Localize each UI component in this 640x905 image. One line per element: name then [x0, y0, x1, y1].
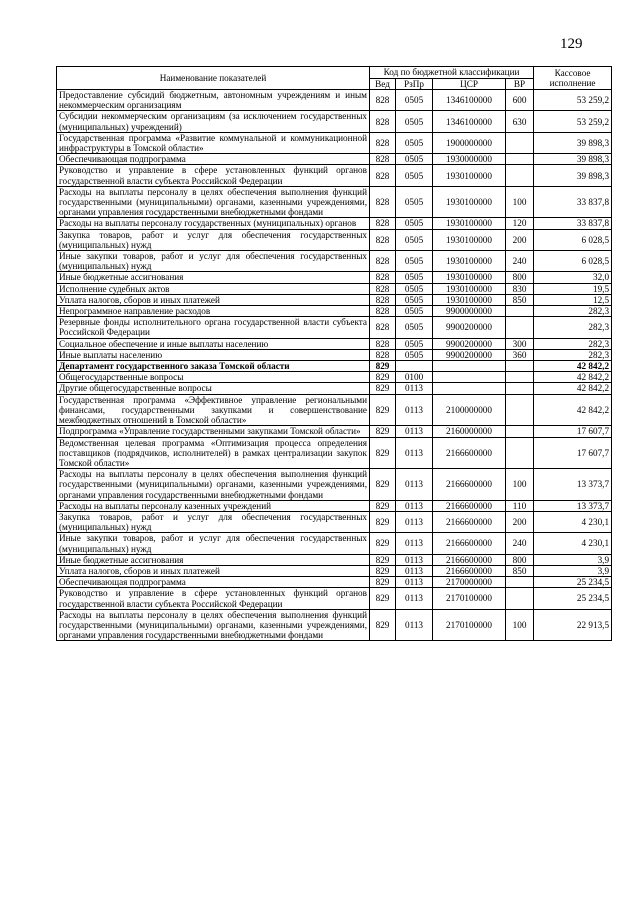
row-rzpr: 0505	[396, 251, 433, 272]
row-vr: 850	[506, 294, 534, 305]
row-csr: 9900200000	[433, 349, 506, 360]
row-vr: 800	[506, 272, 534, 283]
row-name: Государственная программа «Развитие коммунальной и коммуникационной инфраструктуры в Томской области»	[57, 132, 370, 153]
row-amount: 53 259,2	[534, 111, 612, 132]
row-ved: 828	[370, 272, 396, 283]
row-csr: 2166600000	[433, 500, 506, 511]
row-csr	[433, 372, 506, 383]
table-row	[57, 533, 612, 554]
row-amount: 17 607,7	[534, 437, 612, 469]
table-row	[57, 588, 612, 609]
row-rzpr: 0505	[396, 272, 433, 283]
table-row	[57, 306, 612, 317]
row-vr: 110	[506, 500, 534, 511]
header-amount: Кассовое исполнение	[534, 67, 612, 90]
row-csr: 1346100000	[433, 111, 506, 132]
row-ved: 828	[370, 317, 396, 338]
row-rzpr: 0505	[396, 294, 433, 305]
budget-table	[56, 66, 612, 641]
header-vr: ВР	[506, 78, 534, 90]
row-amount: 42 842,2	[534, 372, 612, 383]
row-amount: 42 842,2	[534, 361, 612, 372]
row-ved: 829	[370, 361, 396, 372]
row-rzpr: 0113	[396, 511, 433, 532]
row-rzpr: 0100	[396, 372, 433, 383]
row-rzpr: 0505	[396, 349, 433, 360]
row-vr	[506, 372, 534, 383]
row-vr: 800	[506, 554, 534, 565]
row-csr: 2170100000	[433, 588, 506, 609]
row-ved: 828	[370, 294, 396, 305]
row-amount: 22 913,5	[534, 609, 612, 641]
table-row	[57, 272, 612, 283]
row-ved: 829	[370, 426, 396, 437]
row-csr: 2166600000	[433, 533, 506, 554]
row-name: Социальное обеспечение и иные выплаты населению	[57, 338, 370, 349]
row-vr	[506, 383, 534, 394]
row-name: Закупка товаров, работ и услуг для обеспечения государственных (муниципальных) нужд	[57, 229, 370, 250]
row-vr	[506, 361, 534, 372]
header-rzpr: РзПр	[396, 78, 433, 90]
row-ved: 829	[370, 437, 396, 469]
row-name: Исполнение судебных актов	[57, 283, 370, 294]
row-name: Расходы на выплаты персоналу казенных учреждений	[57, 500, 370, 511]
row-ved: 828	[370, 283, 396, 294]
row-name: Ведомственная целевая программа «Оптимизация процесса определения поставщиков (подрядчиков, исполнителей) в рамках централизации закупок Томской области»	[57, 437, 370, 469]
table-row	[57, 338, 612, 349]
row-vr: 630	[506, 111, 534, 132]
row-amount: 12,5	[534, 294, 612, 305]
table-row	[57, 577, 612, 588]
row-vr	[506, 317, 534, 338]
row-csr: 2170100000	[433, 609, 506, 641]
row-name: Обеспечивающая подпрограмма	[57, 154, 370, 165]
row-rzpr: 0113	[396, 500, 433, 511]
row-ved: 829	[370, 511, 396, 532]
table-row	[57, 437, 612, 469]
row-name: Расходы на выплаты персоналу в целях обеспечения выполнения функций государственными (муниципальными) органами, казенными учреждениями, органами управления государственными внебюджетными фондами	[57, 469, 370, 501]
table-row	[57, 609, 612, 641]
row-vr: 360	[506, 349, 534, 360]
row-amount: 42 842,2	[534, 394, 612, 426]
row-ved: 829	[370, 394, 396, 426]
row-ved: 829	[370, 577, 396, 588]
row-csr: 2166600000	[433, 565, 506, 576]
row-vr: 100	[506, 469, 534, 501]
row-ved: 828	[370, 229, 396, 250]
row-ved: 828	[370, 154, 396, 165]
row-name: Руководство и управление в сфере установленных функций органов государственной власти субъекта Российской Федерации	[57, 588, 370, 609]
row-amount: 282,3	[534, 349, 612, 360]
row-csr	[433, 383, 506, 394]
table-row	[57, 349, 612, 360]
row-rzpr: 0505	[396, 306, 433, 317]
row-rzpr: 0113	[396, 588, 433, 609]
row-rzpr: 0113	[396, 554, 433, 565]
row-ved: 828	[370, 349, 396, 360]
row-ved: 829	[370, 554, 396, 565]
row-amount: 19,5	[534, 283, 612, 294]
table-row	[57, 111, 612, 132]
row-vr: 300	[506, 338, 534, 349]
row-csr: 2166600000	[433, 437, 506, 469]
table-row	[57, 565, 612, 576]
row-ved: 828	[370, 338, 396, 349]
row-vr: 600	[506, 90, 534, 111]
row-vr: 200	[506, 229, 534, 250]
row-name: Уплата налогов, сборов и иных платежей	[57, 565, 370, 576]
row-name: Расходы на выплаты персоналу в целях обеспечения выполнения функций государственными (муниципальными) органами, казенными учреждениями, органами управления государственными внебюджетными фондами	[57, 186, 370, 218]
table-row	[57, 165, 612, 186]
row-ved: 828	[370, 90, 396, 111]
table-row	[57, 383, 612, 394]
row-csr: 1900000000	[433, 132, 506, 153]
row-name: Департамент государственного заказа Томской области	[57, 361, 370, 372]
row-name: Обеспечивающая подпрограмма	[57, 577, 370, 588]
row-name: Государственная программа «Эффективное управление региональными финансами, государственными закупками и совершенствование межбюджетных отношений в Томской области»	[57, 394, 370, 426]
table-row	[57, 469, 612, 501]
row-rzpr: 0505	[396, 283, 433, 294]
row-csr: 2166600000	[433, 554, 506, 565]
row-csr: 9900000000	[433, 306, 506, 317]
row-vr	[506, 306, 534, 317]
table-row	[57, 372, 612, 383]
table-row	[57, 294, 612, 305]
row-ved: 829	[370, 565, 396, 576]
row-vr	[506, 165, 534, 186]
row-vr	[506, 588, 534, 609]
row-vr: 240	[506, 533, 534, 554]
row-rzpr: 0505	[396, 111, 433, 132]
row-ved: 828	[370, 251, 396, 272]
row-amount: 6 028,5	[534, 251, 612, 272]
row-ved: 829	[370, 533, 396, 554]
row-csr: 2166600000	[433, 511, 506, 532]
header-name: Наименование показателей	[57, 67, 370, 90]
row-csr: 2170000000	[433, 577, 506, 588]
row-amount: 4 230,1	[534, 533, 612, 554]
table-body	[57, 90, 612, 641]
row-amount: 3,9	[534, 565, 612, 576]
row-amount: 39 898,3	[534, 165, 612, 186]
row-ved: 828	[370, 132, 396, 153]
row-amount: 32,0	[534, 272, 612, 283]
row-name: Иные выплаты населению	[57, 349, 370, 360]
row-csr: 2166600000	[433, 469, 506, 501]
table-row	[57, 361, 612, 372]
row-rzpr: 0505	[396, 165, 433, 186]
row-csr: 9900200000	[433, 317, 506, 338]
row-csr: 1346100000	[433, 90, 506, 111]
header-csr: ЦСР	[433, 78, 506, 90]
row-rzpr: 0113	[396, 533, 433, 554]
row-rzpr: 0113	[396, 383, 433, 394]
row-ved: 828	[370, 306, 396, 317]
row-csr: 1930100000	[433, 218, 506, 229]
table-row	[57, 394, 612, 426]
row-rzpr: 0113	[396, 394, 433, 426]
row-rzpr: 0505	[396, 90, 433, 111]
row-ved: 829	[370, 500, 396, 511]
row-ved: 828	[370, 165, 396, 186]
row-amount: 282,3	[534, 306, 612, 317]
row-csr: 1930100000	[433, 294, 506, 305]
row-name: Расходы на выплаты персоналу государственных (муниципальных) органов	[57, 218, 370, 229]
row-name: Уплата налогов, сборов и иных платежей	[57, 294, 370, 305]
row-name: Иные закупки товаров, работ и услуг для обеспечения государственных (муниципальных) нужд	[57, 251, 370, 272]
table-row	[57, 283, 612, 294]
row-amount: 4 230,1	[534, 511, 612, 532]
table-row	[57, 186, 612, 218]
table-row	[57, 317, 612, 338]
row-rzpr: 0505	[396, 338, 433, 349]
row-name: Субсидии некоммерческим организациям (за исключением государственных (муниципальных) учреждений)	[57, 111, 370, 132]
row-amount: 39 898,3	[534, 154, 612, 165]
row-name: Общегосударственные вопросы	[57, 372, 370, 383]
row-vr: 100	[506, 186, 534, 218]
row-amount: 42 842,2	[534, 383, 612, 394]
row-csr: 2160000000	[433, 426, 506, 437]
row-name: Непрограммное направление расходов	[57, 306, 370, 317]
row-name: Расходы на выплаты персоналу в целях обеспечения выполнения функций государственными (муниципальными) органами, казенными учреждениями, органами управления государственными внебюджетными фондами	[57, 609, 370, 641]
row-rzpr: 0505	[396, 154, 433, 165]
row-rzpr: 0113	[396, 577, 433, 588]
row-ved: 829	[370, 588, 396, 609]
row-csr: 2100000000	[433, 394, 506, 426]
table-row	[57, 132, 612, 153]
row-rzpr: 0505	[396, 132, 433, 153]
table-row	[57, 500, 612, 511]
row-vr	[506, 394, 534, 426]
row-vr	[506, 154, 534, 165]
row-amount: 53 259,2	[534, 90, 612, 111]
table-row	[57, 251, 612, 272]
row-csr: 1930000000	[433, 154, 506, 165]
row-name: Другие общегосударственные вопросы	[57, 383, 370, 394]
header-ved: Вед	[370, 78, 396, 90]
row-amount: 17 607,7	[534, 426, 612, 437]
row-rzpr	[396, 361, 433, 372]
row-amount: 6 028,5	[534, 229, 612, 250]
row-amount: 25 234,5	[534, 577, 612, 588]
row-name: Закупка товаров, работ и услуг для обеспечения государственных (муниципальных) нужд	[57, 511, 370, 532]
row-rzpr: 0113	[396, 469, 433, 501]
row-amount: 33 837,8	[534, 218, 612, 229]
row-vr	[506, 437, 534, 469]
row-name: Иные бюджетные ассигнования	[57, 272, 370, 283]
row-rzpr: 0505	[396, 186, 433, 218]
row-ved: 828	[370, 111, 396, 132]
row-rzpr: 0113	[396, 437, 433, 469]
row-amount: 25 234,5	[534, 588, 612, 609]
row-vr: 830	[506, 283, 534, 294]
row-ved: 828	[370, 218, 396, 229]
row-vr: 850	[506, 565, 534, 576]
row-ved: 829	[370, 609, 396, 641]
row-name: Подпрограмма «Управление государственными закупками Томской области»	[57, 426, 370, 437]
table-row	[57, 511, 612, 532]
table-row	[57, 229, 612, 250]
row-ved: 829	[370, 469, 396, 501]
table-row	[57, 426, 612, 437]
table-row	[57, 90, 612, 111]
row-name: Предоставление субсидий бюджетным, автономным учреждениям и иным некоммерческим организациям	[57, 90, 370, 111]
table-row	[57, 154, 612, 165]
row-ved: 828	[370, 186, 396, 218]
row-rzpr: 0113	[396, 565, 433, 576]
row-amount: 13 373,7	[534, 469, 612, 501]
row-csr: 9900200000	[433, 338, 506, 349]
row-amount: 33 837,8	[534, 186, 612, 218]
page-number: 129	[560, 36, 583, 52]
row-vr	[506, 577, 534, 588]
row-amount: 282,3	[534, 317, 612, 338]
table-row	[57, 554, 612, 565]
row-csr: 1930100000	[433, 165, 506, 186]
table-row	[57, 218, 612, 229]
row-amount: 13 373,7	[534, 500, 612, 511]
row-amount: 3,9	[534, 554, 612, 565]
row-rzpr: 0505	[396, 229, 433, 250]
row-csr: 1930100000	[433, 186, 506, 218]
row-name: Руководство и управление в сфере установленных функций органов государственной власти субъекта Российской Федерации	[57, 165, 370, 186]
row-csr: 1930100000	[433, 251, 506, 272]
row-rzpr: 0505	[396, 218, 433, 229]
row-amount: 282,3	[534, 338, 612, 349]
row-vr	[506, 132, 534, 153]
header-code-group: Код по бюджетной классификации	[370, 67, 534, 79]
row-name: Иные закупки товаров, работ и услуг для обеспечения государственных (муниципальных) нужд	[57, 533, 370, 554]
row-amount: 39 898,3	[534, 132, 612, 153]
row-name: Иные бюджетные ассигнования	[57, 554, 370, 565]
row-csr: 1930100000	[433, 272, 506, 283]
row-csr: 1930100000	[433, 283, 506, 294]
row-vr	[506, 426, 534, 437]
row-vr: 200	[506, 511, 534, 532]
row-ved: 829	[370, 372, 396, 383]
row-csr: 1930100000	[433, 229, 506, 250]
row-vr: 240	[506, 251, 534, 272]
row-rzpr: 0113	[396, 609, 433, 641]
row-csr	[433, 361, 506, 372]
row-rzpr: 0505	[396, 317, 433, 338]
row-name: Резервные фонды исполнительного органа государственной власти субъекта Российской Федерации	[57, 317, 370, 338]
row-ved: 829	[370, 383, 396, 394]
row-vr: 100	[506, 609, 534, 641]
row-rzpr: 0113	[396, 426, 433, 437]
row-vr: 120	[506, 218, 534, 229]
